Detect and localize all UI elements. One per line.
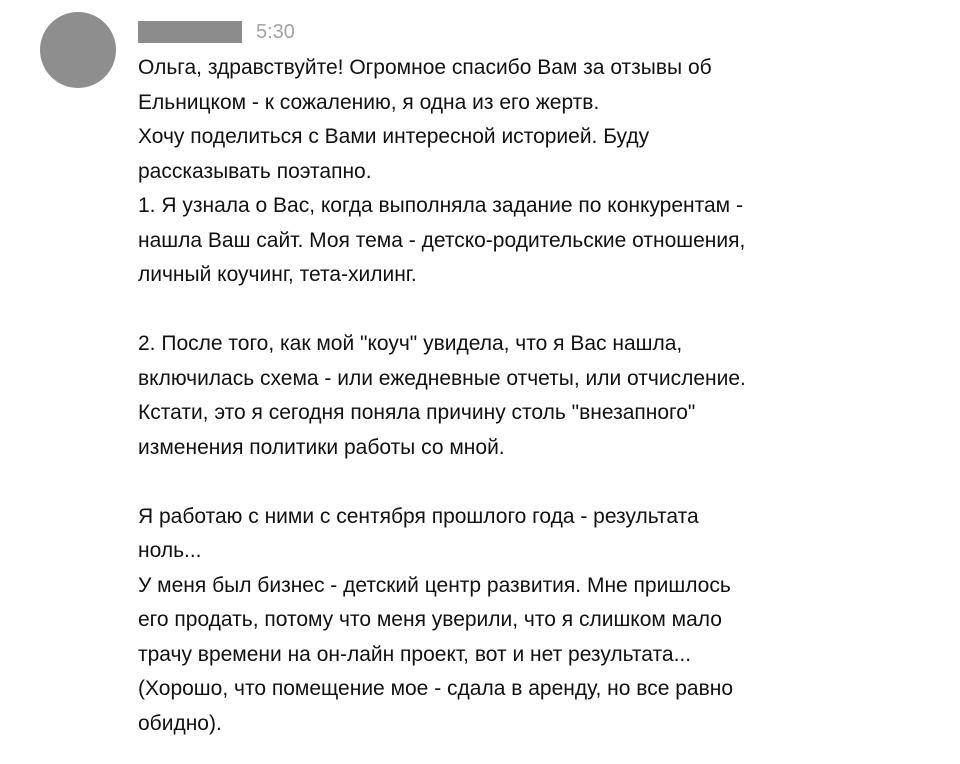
text-line: ноль... — [138, 539, 202, 562]
paragraph-gap — [138, 293, 938, 328]
sender-name-redacted — [138, 21, 242, 43]
text-line: включилась схема - или ежедневные отчеты, или отчисление. — [138, 366, 746, 390]
text-line: Кстати, это я сегодня поняла причину столь "внезапного" — [138, 401, 696, 424]
text-line: обидно). — [138, 711, 222, 735]
message-text — [138, 51, 938, 741]
text-line: 1. Я узнала о Вас, когда выполняла задание по конкурентам - — [138, 194, 743, 217]
text-line: Хочу поделиться с Вами интересной историей. Буду — [138, 125, 650, 148]
text-line: трачу времени на он-лайн проект, вот и нет результата... — [138, 642, 692, 666]
text-line: изменения политики работы со мной. — [138, 435, 505, 459]
text-line: рассказывать поэтапно. — [138, 159, 372, 183]
text-line: Ельницком - к сожалению, я одна из его жертв. — [138, 90, 600, 114]
paragraph-gap — [138, 465, 938, 500]
text-line: (Хорошо, что помещение мое - сдала в аренду, но все равно — [138, 677, 734, 700]
text-line: личный коучинг, тета-хилинг. — [138, 263, 417, 286]
text-line: Ольга, здравствуйте! Огромное спасибо Вам за отзывы об — [138, 56, 712, 79]
paragraph-2 — [138, 327, 938, 465]
text-line: нашла Ваш сайт. Моя тема - детско-родительские отношения, — [138, 228, 746, 252]
text-line: У меня был бизнес - детский центр развития. Мне пришлось — [138, 573, 731, 597]
message-header — [138, 17, 295, 47]
text-line: Я работаю с ними с сентября прошлого года - результата — [138, 504, 699, 528]
text-line: 2. После того, как мой "коуч" увидела, что я Вас нашла, — [138, 332, 683, 355]
avatar[interactable] — [40, 12, 116, 88]
paragraph-3 — [138, 500, 938, 742]
paragraph-1 — [138, 51, 938, 293]
message-time: 5:30 — [256, 21, 295, 43]
text-line: его продать, потому что меня уверили, что я слишком мало — [138, 608, 722, 631]
